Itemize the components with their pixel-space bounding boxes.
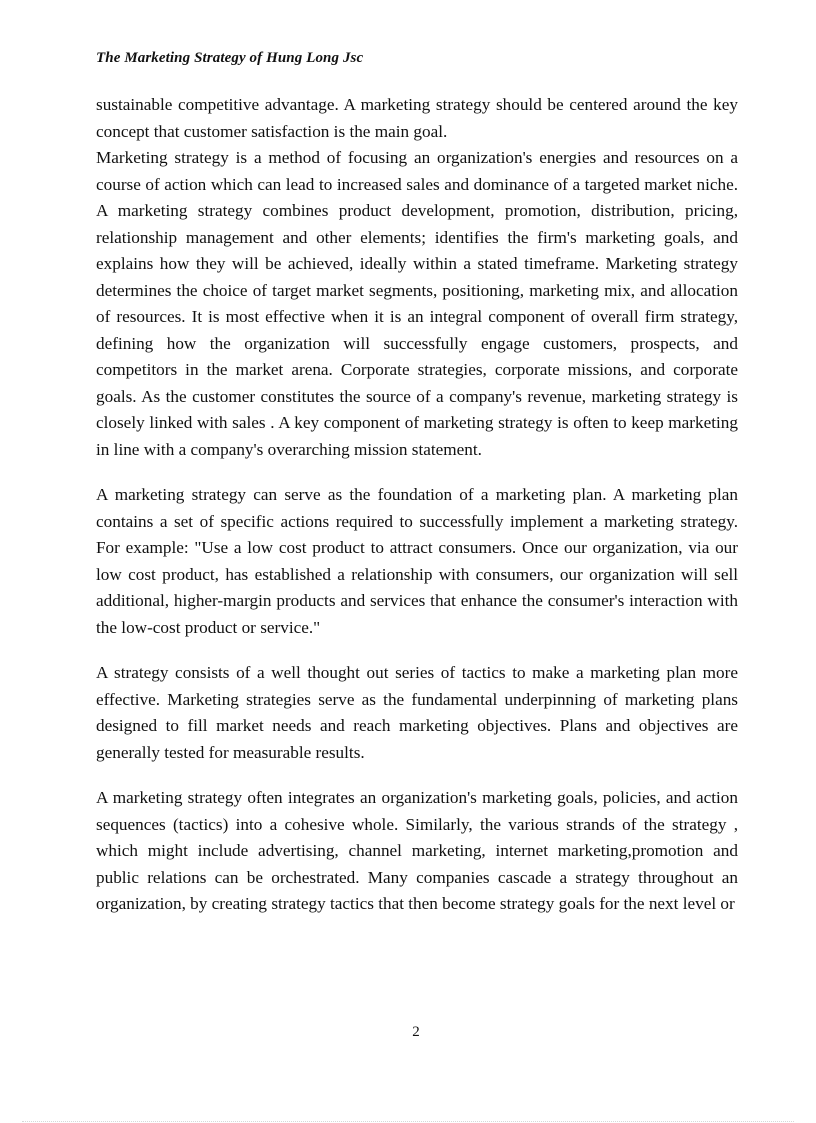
paragraph-integration: A marketing strategy often integrates an organization's marketing goals, policies, and action sequences (tactics) into a cohesive whole. Similarly, the various strands of the strategy , which might include advertising, channel marketing, internet marketing,promotion and public relations can be orchestrated. Many companies cascade a strategy throughout an organization, by creating strategy tactics that then become strategy goals for the next level or — [96, 788, 738, 913]
paragraph-tactics: A strategy consists of a well thought out series of tactics to make a marketing plan more effective. Marketing strategies serve as the fundamental underpinning of marketing plans designed to fill market needs and reach marketing objectives. Plans and objectives are generally tested for measurable results. — [96, 663, 738, 762]
page-number: 2 — [412, 1024, 420, 1040]
paragraph-definition: Marketing strategy is a method of focusing an organization's energies and resources on a course of action which can lead to increased sales and dominance of a targeted market niche. A marketing strategy combines product development, promotion, distribution, pricing, relationship management and other elements; identifies the firm's marketing goals, and explains how they will be achieved, ideally within a stated timeframe. Marketing strategy determines the choice of target market segments, positioning, marketing mix, and allocation of resources. It is most effective when it is an integral component of overall firm strategy, defining how the organization will successfully engage customers, prospects, and competitors in the market arena. Corporate strategies, corporate missions, and corporate goals. As the customer constitutes the source of a company's revenue, marketing strategy is closely linked with sales . A key component of marketing strategy is often to keep marketing in line with a company's overarching mission statement. — [96, 148, 738, 459]
body-text — [96, 92, 738, 918]
running-header: The Marketing Strategy of Hung Long Jsc — [96, 50, 364, 66]
paragraph-continuation: sustainable competitive advantage. A marketing strategy should be centered around the key concept that customer satisfaction is the main goal. — [96, 95, 738, 141]
page-bottom-divider — [22, 1121, 794, 1122]
paragraph-marketing-plan: A marketing strategy can serve as the foundation of a marketing plan. A marketing plan contains a set of specific actions required to successfully implement a marketing strategy. For example: "Use a low cost product to attract consumers. Once our organization, via our low cost product, has established a relationship with consumers, our organization will sell additional, higher-margin products and services that enhance the consumer's interaction with the low-cost product or service." — [96, 485, 738, 637]
